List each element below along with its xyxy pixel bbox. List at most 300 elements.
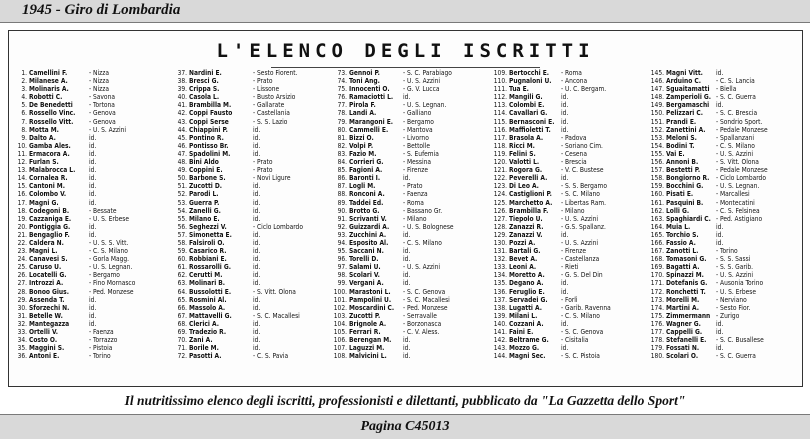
entrant-number: 106. (333, 336, 347, 345)
entrant-club: - Tortona (89, 101, 115, 110)
entrant-name: Gamba Ales. (29, 141, 71, 150)
entrant-club: id. (561, 125, 569, 134)
entrant-number: 95. (337, 247, 347, 256)
entrant-club: - Cesena (561, 149, 587, 158)
newspaper-clipping (8, 30, 803, 387)
entrant-name: Taddei Ed. (349, 198, 384, 207)
footer-band (0, 414, 810, 439)
entrant-number: 71. (177, 344, 187, 353)
entrant-club: - C. S. Milano (561, 311, 600, 320)
entrant-club: id. (253, 125, 261, 134)
entrant-club: id. (253, 263, 261, 272)
entrant-number: 94. (337, 238, 347, 247)
entrant-club: - Borzonasca (403, 319, 442, 328)
entrant-name: Zucotti P. (349, 311, 381, 320)
entrant-club: - Spallanzani (716, 133, 755, 142)
entrant-name: Sforzechi N. (29, 303, 70, 312)
entrant-name: Tradezio R. (189, 328, 227, 336)
entrant-name: Rosmini Al. (189, 295, 227, 304)
entrant-name: Maggini S. (29, 344, 65, 353)
entrant-row (489, 328, 641, 336)
entrant-row (489, 166, 641, 174)
entrant-name: Volpi P. (349, 141, 374, 150)
entrant-row (13, 304, 169, 312)
entrant-row (646, 239, 799, 247)
entrant-club: - Novi Ligure (253, 174, 291, 183)
entrant-name: Coppi Serse (189, 117, 229, 126)
entrant-number: 53. (177, 198, 187, 207)
entrant-name: Chiappini P. (189, 125, 228, 134)
entrant-name: Marchetto A. (509, 198, 553, 207)
entrant-row (489, 199, 641, 207)
page-title: 1945 - Giro di Lombardia (22, 2, 181, 18)
entrant-name: De Benedetti (29, 101, 73, 110)
entrant-row (489, 93, 641, 101)
entrant-row (173, 247, 325, 255)
entrant-row (13, 231, 169, 239)
entrant-name: Bartali G. (509, 247, 541, 256)
entrant-club: - V. C. Bustese (561, 166, 604, 175)
entrant-club: id. (561, 174, 569, 183)
entrant-number: 128. (493, 222, 507, 231)
entrant-name: Fazio M. (349, 149, 377, 158)
entrant-name: Milano E. (189, 214, 220, 223)
entrant-number: 179. (650, 344, 664, 353)
entrant-club: id. (253, 255, 261, 264)
entrant-name: Marastoni L. (349, 287, 391, 296)
entrant-name: Valotti L. (509, 158, 540, 167)
entrant-number: 86. (337, 174, 347, 183)
entrant-club: id. (716, 69, 724, 77)
entrant-name: Camellini F. (29, 69, 68, 77)
entrant-name: Lolli G. (666, 206, 690, 215)
entrant-club: id. (716, 328, 724, 336)
entrant-number: 79. (337, 117, 347, 126)
entrant-club: - U. C. Bergam. (561, 85, 607, 94)
entrant-row (173, 85, 325, 93)
entrant-row (646, 207, 799, 215)
entrant-row (646, 279, 799, 287)
entrant-club: - Libertas Ram. (561, 198, 607, 207)
entrant-number: 25. (17, 263, 27, 272)
entrant-number: 38. (177, 77, 187, 86)
entrant-name: Coppi Fausto (189, 109, 233, 118)
entrant-number: 13. (17, 166, 27, 175)
entrant-name: Morelli M. (666, 295, 700, 304)
entrant-name: Spadolini M. (189, 149, 231, 158)
entrant-name: Casola L. (189, 93, 220, 102)
entrant-row (173, 215, 325, 223)
entrant-number: 169. (650, 263, 664, 272)
entrant-name: Bonoo Gius. (29, 287, 69, 296)
entrant-club: id. (716, 230, 724, 239)
entrant-number: 32. (17, 319, 27, 328)
entrant-club: - Bergamo (403, 117, 434, 126)
entrant-club: - Bettolle (403, 141, 430, 150)
entrant-row (329, 352, 485, 360)
entrant-name: Cavallari G. (509, 109, 548, 118)
entrant-club: id. (403, 344, 411, 353)
entrant-number: 150. (650, 109, 664, 118)
entrant-name: Simonetta E. (189, 230, 232, 239)
entrant-number: 147. (650, 85, 664, 94)
entrant-name: Logli M. (349, 182, 376, 191)
entrant-number: 42. (177, 109, 187, 118)
entrant-number: 144. (493, 352, 507, 361)
entrant-club: id. (561, 101, 569, 110)
entrant-name: Molinari B. (189, 279, 226, 288)
entrant-row (173, 158, 325, 166)
entrant-row (646, 118, 799, 126)
entrant-number: 127. (493, 214, 507, 223)
entrant-row (489, 263, 641, 271)
entrant-club: id. (716, 344, 724, 353)
entrant-row (13, 336, 169, 344)
entrant-club: - Ciclo Lombardo (253, 222, 303, 231)
entrant-row (646, 109, 799, 117)
entrant-number: 5. (21, 101, 27, 110)
entrant-name: Milanese A. (29, 77, 68, 86)
entrant-row (329, 190, 485, 198)
entrant-number: 24. (17, 255, 27, 264)
entrant-club: id. (253, 344, 261, 353)
entrant-number: 62. (177, 271, 187, 280)
entrant-name: Bocchini G. (666, 182, 704, 191)
entrant-number: 142. (493, 336, 507, 345)
entrant-name: Ortelli V. (29, 328, 58, 336)
entrant-club: - Prato (253, 166, 273, 175)
entrant-row (489, 182, 641, 190)
entrant-number: 154. (650, 141, 664, 150)
entrant-number: 141. (493, 328, 507, 336)
entrant-club: id. (561, 279, 569, 288)
entrant-row (489, 150, 641, 158)
entrant-club: id. (253, 238, 261, 247)
entrant-club: id. (89, 158, 97, 167)
entrant-row (13, 239, 169, 247)
entrant-number: 30. (17, 303, 27, 312)
entrant-name: Barbone S. (189, 174, 226, 183)
entrant-row (646, 101, 799, 109)
entrant-club: - U. S. Azzini (716, 271, 754, 280)
entrant-number: 63. (177, 279, 187, 288)
entrant-name: Ronconi A. (349, 190, 385, 199)
entrant-name: Locatelli G. (29, 271, 67, 280)
entrant-number: 36. (17, 352, 27, 361)
entrant-name: Milani L. (509, 311, 538, 320)
entrant-number: 48. (177, 158, 187, 167)
entrant-club: - U. S. Erbese (89, 214, 130, 223)
entrant-club: - Zurigo (716, 311, 740, 320)
entrant-number: 123. (493, 182, 507, 191)
entrant-club: - Ancona (561, 77, 588, 86)
entrant-row (329, 320, 485, 328)
entrant-name: Motta M. (29, 125, 59, 134)
entrant-number: 104. (333, 319, 347, 328)
entrant-row (646, 344, 799, 352)
entrant-number: 39. (177, 85, 187, 94)
entrant-club: id. (253, 198, 261, 207)
entrant-name: Codegoni B. (29, 206, 70, 215)
entrant-row (173, 199, 325, 207)
entrant-club: - S. C. Milano (561, 190, 600, 199)
entrant-name: Vergani A. (349, 279, 384, 288)
entrant-number: 178. (650, 336, 664, 345)
entrant-row (489, 247, 641, 255)
entrant-club: id. (403, 271, 411, 280)
entrant-club: - S. C. Pistoia (561, 352, 600, 361)
entrant-name: Maffioletti T. (509, 125, 551, 134)
entrant-name: Annoni B. (666, 158, 699, 167)
entrant-number: 7. (21, 117, 27, 126)
entrant-name: Fossati N. (666, 344, 700, 353)
entrant-row (646, 336, 799, 344)
entrant-row (173, 69, 325, 77)
entrant-name: Degano A. (509, 279, 544, 288)
entrant-name: Prandi E. (666, 117, 697, 126)
entrant-row (329, 166, 485, 174)
entrant-row (646, 142, 799, 150)
entrant-number: 164. (650, 222, 664, 231)
entrant-name: Innocenti O. (349, 85, 390, 94)
entrant-number: 112. (493, 93, 507, 102)
entrant-number: 60. (177, 255, 187, 264)
entrant-club: - Ped. Monzese (403, 303, 448, 312)
entrant-name: Zanotti L. (666, 247, 699, 256)
entrant-row (173, 134, 325, 142)
entrant-name: Ferrari R. (349, 328, 381, 336)
entrant-number: 65. (177, 295, 187, 304)
entrant-club: - G. S. Del Din (561, 271, 603, 280)
entrant-name: Cerutti M. (189, 271, 223, 280)
entrant-row (13, 85, 169, 93)
entrant-club: id. (253, 230, 261, 239)
entrant-row (329, 85, 485, 93)
entrant-row (173, 101, 325, 109)
entrant-name: Moretto A. (509, 271, 545, 280)
entrant-number: 155. (650, 149, 664, 158)
entrant-row (646, 304, 799, 312)
entrant-column (646, 69, 799, 383)
entrant-club: - Faenza (89, 328, 114, 336)
entrant-name: Torelli D. (349, 255, 379, 264)
entrant-club: id. (253, 182, 261, 191)
entrant-number: 74. (337, 77, 347, 86)
entrant-club: id. (253, 271, 261, 280)
entrant-number: 153. (650, 133, 664, 142)
entrant-club: - Torrazzo (89, 336, 118, 345)
entrant-row (329, 336, 485, 344)
entrant-name: Malvicini L. (349, 352, 387, 361)
entrant-name: Arduino C. (666, 77, 701, 86)
entrant-row (329, 126, 485, 134)
entrant-row (329, 239, 485, 247)
entrant-number: 100. (333, 287, 347, 296)
entrant-club: - Castellania (253, 109, 290, 118)
entrant-row (489, 239, 641, 247)
entrant-name: Martini A. (666, 303, 699, 312)
entrant-row (13, 134, 169, 142)
entrant-club: - S. C. Brescia (716, 109, 758, 118)
entrant-row (489, 118, 641, 126)
entrant-name: Brotto G. (349, 206, 380, 215)
entrant-number: 50. (177, 174, 187, 183)
entrant-number: 52. (177, 190, 187, 199)
entrant-row (13, 158, 169, 166)
entrant-club: id. (253, 141, 261, 150)
entrant-name: Bevet A. (509, 255, 538, 264)
entrant-number: 4. (21, 93, 27, 102)
entrant-row (13, 150, 169, 158)
entrant-name: Magni Sec. (509, 352, 546, 361)
entrant-club: - C. S. Lancia (716, 77, 755, 86)
entrant-name: Scolari O. (666, 352, 699, 361)
entrant-number: 89. (337, 198, 347, 207)
entrant-row (329, 279, 485, 287)
entrant-name: Zimmermann (666, 311, 711, 320)
entrant-club: id. (561, 93, 569, 102)
entrant-number: 161. (650, 198, 664, 207)
entrant-club: id. (403, 255, 411, 264)
entrant-number: 77. (337, 101, 347, 110)
entrant-name: Moscardini C. (349, 303, 395, 312)
entrant-number: 119. (493, 149, 507, 158)
entrant-name: Mattavelli G. (189, 311, 232, 320)
entrant-name: Cazzaniga E. (29, 214, 72, 223)
entrant-club: - S. C. Genova (561, 328, 604, 336)
entrant-number: 135. (493, 279, 507, 288)
entrant-club: - C. V. Aless. (403, 328, 440, 336)
entrant-name: Brignole A. (349, 319, 387, 328)
entrant-club: - C. S. Milano (716, 141, 755, 150)
entrant-row (329, 101, 485, 109)
entrant-number: 61. (177, 263, 187, 272)
entrant-name: Zanettini A. (666, 125, 706, 134)
entrant-number: 20. (17, 222, 27, 231)
entrant-name: Pelizzari C. (666, 109, 703, 118)
entrant-club: - Serravalle (403, 311, 437, 320)
entrant-club: - S. C. Macallesi (253, 311, 300, 320)
entrant-name: Pontisso Br. (189, 141, 229, 150)
entrant-club: id. (89, 198, 97, 207)
entrant-row (173, 182, 325, 190)
entrant-row (646, 263, 799, 271)
entrant-number: 163. (650, 214, 664, 223)
entrant-club: id. (89, 190, 97, 199)
entrant-name: Di Leo A. (509, 182, 539, 191)
entrant-row (489, 190, 641, 198)
entrant-row (13, 109, 169, 117)
entrant-row (173, 328, 325, 336)
entrant-number: 10. (17, 141, 27, 150)
entrant-number: 51. (177, 182, 187, 191)
entrant-number: 140. (493, 319, 507, 328)
entrant-row (329, 247, 485, 255)
entrant-club: - Pistoia (89, 344, 113, 353)
entrant-name: Fassio A. (666, 238, 696, 247)
entrant-number: 132. (493, 255, 507, 264)
entrant-row (489, 109, 641, 117)
entrant-number: 165. (650, 230, 664, 239)
entrant-row (13, 247, 169, 255)
entrant-row (329, 288, 485, 296)
entrant-club: id. (89, 149, 97, 158)
entrant-club: id. (253, 328, 261, 336)
entrant-name: Ramaciotti L. (349, 93, 394, 102)
entrant-name: Pampolini U. (349, 295, 392, 304)
entrant-name: Caldera N. (29, 238, 64, 247)
entrant-name: Rossello Vinc. (29, 109, 76, 118)
entrant-row (489, 271, 641, 279)
entrant-row (646, 215, 799, 223)
entrant-club: id. (403, 352, 411, 361)
entrant-row (646, 77, 799, 85)
entrant-club: - Bergamo (89, 271, 120, 280)
entrant-club: id. (561, 117, 569, 126)
entrant-number: 114. (493, 109, 507, 118)
entrant-club: id. (253, 336, 261, 345)
entrant-club: - U. S. Erbese (716, 287, 757, 296)
entrant-number: 105. (333, 328, 347, 336)
entrant-name: Servadei G. (509, 295, 548, 304)
entrant-name: Assenda T. (29, 295, 65, 304)
entrant-number: 85. (337, 166, 347, 175)
entrant-name: Pozzi A. (509, 238, 536, 247)
entrant-row (489, 223, 641, 231)
entrant-row (329, 199, 485, 207)
entrant-name: Zanazzi R. (509, 222, 544, 231)
entrant-row (173, 142, 325, 150)
entrant-name: Brambilla F. (509, 206, 549, 215)
entrant-club: - Sesto Fiorent. (253, 69, 298, 77)
entrant-club: id. (89, 166, 97, 175)
entrant-row (646, 328, 799, 336)
entrant-name: Marangoni E. (349, 117, 394, 126)
entrant-club: - S. S. Bergamo (561, 182, 607, 191)
entrant-name: Colombo V. (29, 190, 67, 199)
entrant-club: id. (716, 101, 724, 110)
entrant-name: Introzzi A. (29, 279, 64, 288)
entrant-row (646, 69, 799, 77)
entrant-name: Brambilla M. (189, 101, 232, 110)
entrant-row (13, 344, 169, 352)
entrant-club: id. (89, 133, 97, 142)
entrant-row (329, 150, 485, 158)
entrant-number: 91. (337, 214, 347, 223)
entrant-number: 137. (493, 295, 507, 304)
entrant-name: Zani A. (189, 336, 213, 345)
entrant-name: Scolari V. (349, 271, 380, 280)
entrant-row (329, 207, 485, 215)
entrant-name: Malabrocca L. (29, 166, 76, 175)
entrant-number: 174. (650, 303, 664, 312)
entrant-row (646, 223, 799, 231)
entrant-name: Zucchini A. (349, 230, 387, 239)
entrant-number: 26. (17, 271, 27, 280)
entrant-club: id. (716, 238, 724, 247)
entrant-name: Clerici A. (189, 319, 219, 328)
entrant-club: - Livorno (403, 133, 429, 142)
entrant-name: Landi A. (349, 109, 377, 118)
entrant-club: - S. C. Macallesi (403, 295, 450, 304)
entrant-row (13, 118, 169, 126)
entrant-club: - S. S. Sassi (716, 255, 751, 264)
entrant-club: - U. S. S. Vitt. (89, 238, 129, 247)
entrant-number: 134. (493, 271, 507, 280)
entrant-name: Dalto A. (29, 133, 56, 142)
entrant-number: 173. (650, 295, 664, 304)
entrant-number: 110. (493, 77, 507, 86)
